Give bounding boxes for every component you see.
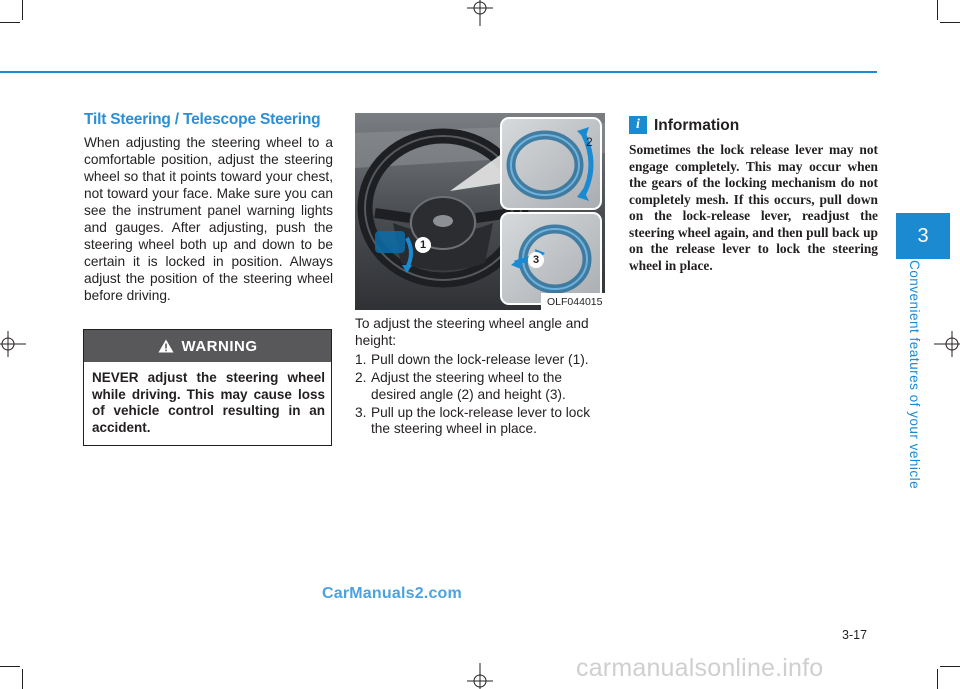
step-text: Pull up the lock-release lever to lock the steering wheel in place. (371, 404, 591, 436)
chapter-title: Convenient features of your vehicle (907, 260, 922, 490)
registration-mark-icon (467, 0, 493, 26)
figure-code: OLF044015 (547, 296, 603, 308)
chapter-title-vertical (896, 260, 926, 492)
registration-mark-icon (467, 663, 493, 689)
procedure-intro: To adjust the steering wheel angle and height: (355, 316, 589, 348)
info-icon: i (629, 116, 647, 134)
list-item (355, 405, 605, 438)
list-item (355, 352, 605, 369)
registration-mark-icon (0, 331, 26, 357)
crop-mark (0, 666, 20, 667)
callout-1: 1 (415, 237, 431, 253)
crop-mark (22, 669, 23, 689)
step-number: 1. (355, 352, 367, 367)
warning-header (84, 330, 331, 362)
watermark-top[interactable]: CarManuals2.com (322, 585, 462, 602)
watermark-bottom[interactable]: carmanualsonline.info (576, 654, 824, 682)
callout-3: 3 (528, 252, 544, 268)
intro-paragraph: When adjusting the steering wheel to a comfortable position, adjust the steering wheel so that it points toward your chest, not toward your face. Make sure you can see the instrument panel warning lights and gauges. After adjusting, push the steering wheel both up and down to be certain it is locked in position. Always adjust the position of the steering wheel before driving. (84, 135, 333, 303)
warning-text: NEVER adjust the steering wheel while driving. This may cause loss of vehicle control resulting in an accident. (92, 370, 325, 435)
crop-mark (0, 22, 20, 23)
information-title: Information (654, 117, 740, 134)
warning-triangle-icon (158, 339, 174, 353)
list-item (355, 370, 605, 403)
procedure-steps (355, 352, 605, 439)
steering-wheel-figure (355, 113, 605, 310)
crop-mark (937, 669, 938, 689)
page-number: 3-17 (842, 628, 868, 642)
step-text: Pull down the lock-release lever (1). (371, 352, 589, 367)
section-title: Tilt Steering / Telescope Steering (84, 111, 321, 128)
crop-mark (940, 666, 960, 667)
information-text: Sometimes the lock release lever may not engage completely. This may occur when the gears of the locking mechanism do not completely mesh. If this occurs, pull down on the lock-release lever, readjust the steering wheel again, and then pull back up on the release lever to lock the steering wheel in place. (629, 142, 878, 273)
warning-box (83, 329, 332, 446)
steering-wheel-illustration (355, 113, 605, 310)
registration-mark-icon (934, 331, 960, 357)
crop-mark (940, 22, 960, 23)
step-text: Adjust the steering wheel to the desired angle (2) and height (3). (371, 370, 566, 402)
callout-2: 2 (586, 135, 593, 149)
warning-label: WARNING (181, 337, 258, 355)
step-number: 3. (355, 404, 367, 420)
chapter-tab: 3 (896, 213, 950, 259)
step-number: 2. (355, 370, 367, 385)
header-rule (0, 71, 877, 73)
crop-mark (22, 0, 23, 20)
crop-mark (937, 0, 938, 20)
